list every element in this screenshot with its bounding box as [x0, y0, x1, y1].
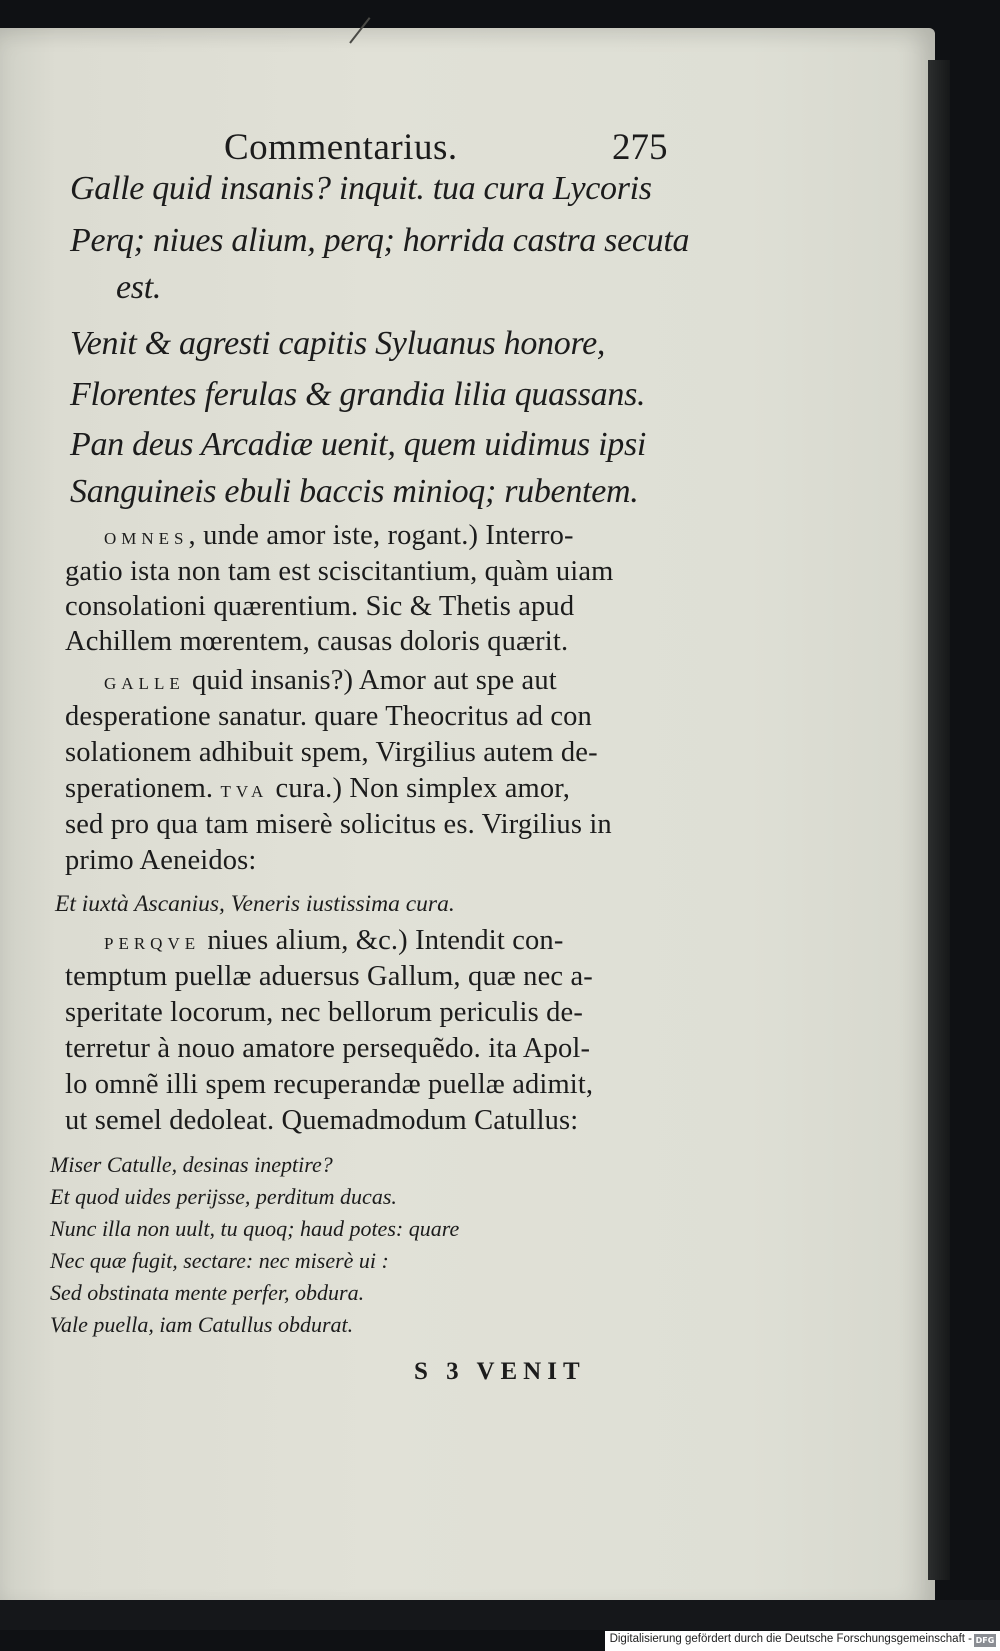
verse-line-1: Galle quid insanis? inquit. tua cura Lycoris	[70, 170, 652, 207]
page-number: 275	[612, 127, 668, 168]
verse-line-4: Venit & agresti capitis Syluanus honore,	[70, 325, 606, 362]
signature-catchword: S 3 VENIT	[414, 1358, 586, 1385]
catullus-quote-line: Vale puella, iam Catullus obdurat.	[50, 1312, 354, 1337]
scan-bottom-margin	[0, 1600, 1000, 1630]
verse-line-5: Florentes ferulas & grandia lilia quassans.	[70, 376, 646, 413]
commentary-line: Achillem mœrentem, causas doloris quærit.	[65, 626, 569, 657]
funding-credit: Digitalisierung gefördert durch die Deutsche Forschungsgemeinschaft -	[609, 1633, 972, 1645]
commentary-line: PERQVE niues alium, &c.) Intendit con-	[104, 925, 564, 956]
virgil-quote: Et iuxtà Ascanius, Veneris iustissima cura.	[55, 891, 455, 917]
commentary-line: speritate locorum, nec bellorum periculis de-	[65, 997, 583, 1028]
commentary-line: lo omnẽ illi spem recuperandæ puellæ adimit,	[65, 1069, 594, 1100]
verse-line-3: est.	[116, 269, 162, 306]
commentary-line: sed pro qua tam miserè solicitus es. Virgilius in	[65, 809, 612, 840]
commentary-line: primo Aeneidos:	[65, 845, 257, 876]
catullus-quote-line: Et quod uides perijsse, perditum ducas.	[50, 1184, 397, 1209]
page-edge-shadow	[928, 60, 950, 1580]
commentary-line: solationem adhibuit spem, Virgilius autem de-	[65, 737, 598, 768]
commentary-line: gatio ista non tam est sciscitantium, quàm uiam	[65, 556, 614, 587]
commentary-line: consolationi quærentium. Sic & Thetis apud	[65, 591, 575, 622]
verse-line-6: Pan deus Arcadiæ uenit, quem uidimus ipsi	[70, 426, 647, 463]
lemma-smallcaps: OMNES	[104, 529, 189, 548]
lemma-smallcaps: TVA	[220, 782, 269, 801]
commentary-line: desperatione sanatur. quare Theocritus ad con	[65, 701, 592, 732]
lemma-smallcaps: GALLE	[104, 674, 185, 693]
verse-line-7: Sanguineis ebuli baccis minioq; rubentem.	[70, 473, 639, 510]
commentary-line: OMNES, unde amor iste, rogant.) Interro-	[104, 520, 574, 551]
verse-line-2: Perq; niues alium, perq; horrida castra secuta	[70, 222, 690, 259]
lemma-smallcaps: PERQVE	[104, 934, 201, 953]
catullus-quote-line: Nec quæ fugit, sectare: nec miserè ui :	[50, 1248, 389, 1273]
dfg-logo: DFG	[975, 1636, 995, 1645]
catullus-quote-line: Miser Catulle, desinas ineptire?	[50, 1152, 333, 1177]
catullus-quote-line: Nunc illa non uult, tu quoq; haud potes: quare	[50, 1216, 460, 1241]
commentary-line: temptum puellæ aduersus Gallum, quæ nec a-	[65, 961, 593, 992]
commentary-line: sperationem. TVA cura.) Non simplex amor,	[65, 773, 571, 804]
catullus-quote-line: Sed obstinata mente perfer, obdura.	[50, 1280, 365, 1305]
running-head: Commentarius.	[224, 127, 458, 168]
commentary-line: GALLE quid insanis?) Amor aut spe aut	[104, 665, 557, 696]
commentary-line: ut semel dedoleat. Quemadmodum Catullus:	[65, 1105, 579, 1136]
commentary-line: terretur à nouo amatore persequẽdo. ita Apol-	[65, 1033, 591, 1064]
